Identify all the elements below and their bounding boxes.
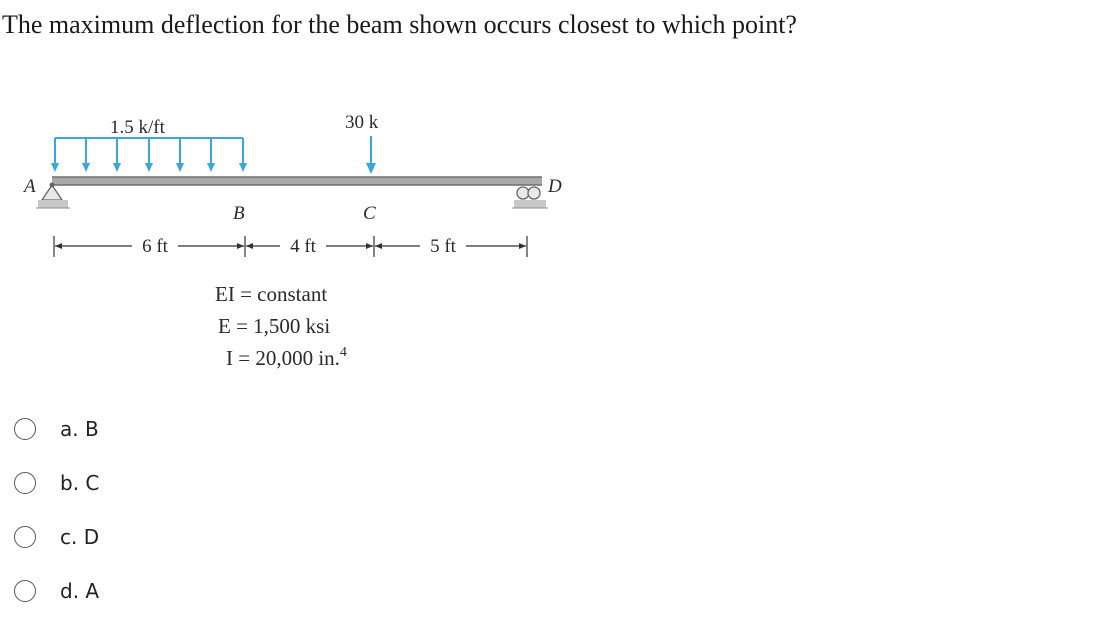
distributed-load-label: 1.5 k/ft bbox=[110, 117, 165, 138]
choice-label: d. A bbox=[60, 579, 100, 603]
choice-b[interactable] bbox=[14, 456, 99, 510]
distributed-load bbox=[51, 138, 247, 172]
prop-ei-label: EI = constant bbox=[215, 282, 328, 306]
distributed-load-arrow bbox=[82, 138, 90, 172]
distributed-load-arrow bbox=[176, 138, 184, 172]
distributed-load-arrow bbox=[207, 138, 215, 172]
answer-choices bbox=[14, 402, 99, 618]
radio-button[interactable] bbox=[14, 580, 36, 602]
point-c-label: C bbox=[363, 203, 376, 224]
distributed-load-arrow bbox=[239, 138, 247, 172]
radio-button[interactable] bbox=[14, 526, 36, 548]
radio-button[interactable] bbox=[14, 418, 36, 440]
point-d-label: D bbox=[548, 176, 562, 197]
distributed-load-arrow bbox=[51, 138, 59, 172]
radio-button[interactable] bbox=[14, 472, 36, 494]
dim-4ft-label: 4 ft bbox=[290, 236, 316, 257]
beam-diagram bbox=[0, 100, 600, 390]
dim-6ft-label: 6 ft bbox=[142, 236, 168, 257]
point-load-label: 30 k bbox=[345, 112, 379, 133]
prop-i-label: I = 20,000 in.$^4$ bbox=[226, 345, 347, 370]
point-b-label: B bbox=[233, 203, 245, 224]
beam bbox=[52, 177, 542, 185]
roller-support-d bbox=[512, 187, 548, 208]
pin-support-a bbox=[36, 183, 70, 209]
beam-diagram-svg bbox=[0, 100, 600, 390]
choice-a[interactable] bbox=[14, 402, 99, 456]
choice-label: c. D bbox=[60, 525, 100, 549]
choice-label: a. B bbox=[60, 417, 99, 441]
choice-c[interactable] bbox=[14, 510, 99, 564]
prop-e-label: E = 1,500 ksi bbox=[218, 314, 331, 338]
choice-d[interactable] bbox=[14, 564, 99, 618]
dim-5ft-label: 5 ft bbox=[430, 236, 456, 257]
point-load-arrow bbox=[366, 136, 376, 174]
choice-label: b. C bbox=[60, 471, 100, 495]
distributed-load-arrow bbox=[113, 138, 121, 172]
question-text: The maximum deflection for the beam shown occurs closest to which point? bbox=[2, 10, 797, 39]
point-a-label: A bbox=[24, 176, 36, 197]
distributed-load-arrow bbox=[145, 138, 153, 172]
